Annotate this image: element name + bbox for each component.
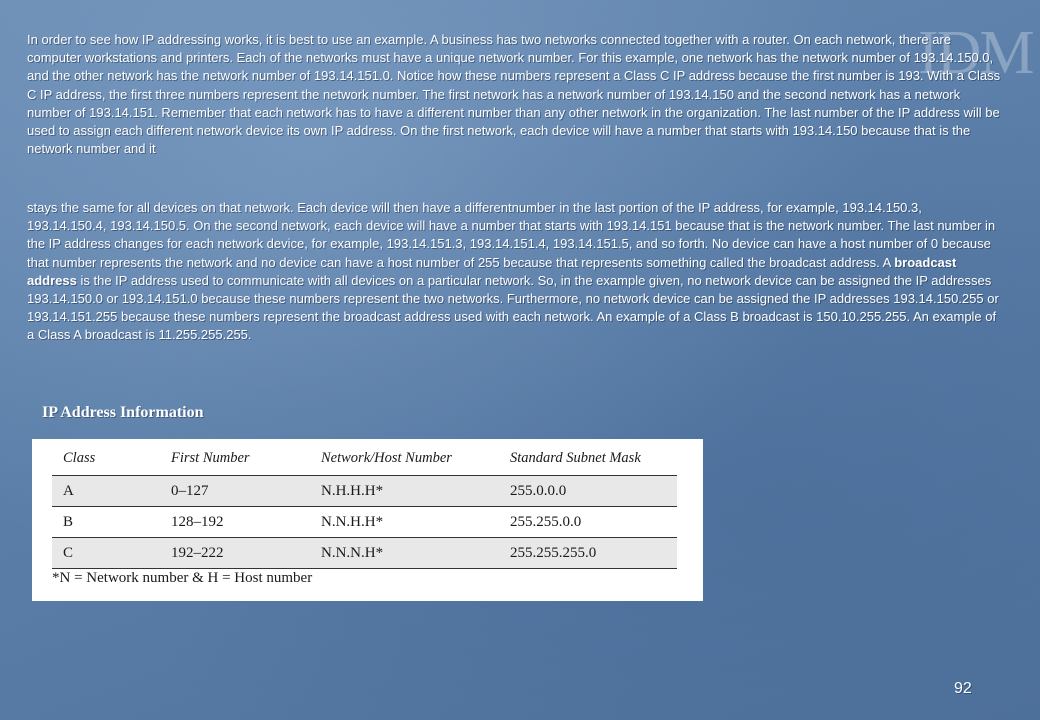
section-title: IP Address Information bbox=[42, 404, 204, 421]
paragraph-text-part: stays the same for all devices on that network. Each device will then have a differentnumber in the last portion of the IP address, for example, 193.14.150.3, 193.14.150.4, 193.14.150.5. On the second network, each device will have a number that starts with 193.14.151 because that is the network number. The last number in the IP address changes for each network device, for example, 193.14.151.3, 193.14.151.4, 193.14.151.5, and so forth. No device can have a host number of 0 because that number represents the network and no device can have a host number of 255 because that represents something called the broadcast address. A bbox=[27, 200, 996, 270]
broadcast-paragraph bbox=[27, 199, 1002, 345]
header-first-number: First Number bbox=[160, 441, 310, 476]
cell-class: A bbox=[52, 476, 160, 507]
cell-subnet-mask: 255.0.0.0 bbox=[499, 476, 677, 507]
cell-class: C bbox=[52, 538, 160, 569]
cell-network-host: N.H.H.H* bbox=[310, 476, 499, 507]
table-header-row bbox=[52, 441, 677, 476]
table-footnote: *N = Network number & H = Host number bbox=[52, 570, 313, 586]
cell-network-host: N.N.N.H* bbox=[310, 538, 499, 569]
cell-subnet-mask: 255.255.0.0 bbox=[499, 507, 677, 538]
idm-logo-watermark: IDM bbox=[918, 19, 1033, 87]
header-subnet-mask: Standard Subnet Mask bbox=[499, 441, 677, 476]
paragraph-text-part: is the IP address used to communicate with all devices on a particular network. So, in the example given, no network device can be assigned the IP addresses 193.14.150.0 or 193.14.151.0 because these numbers represent the two networks. Furthermore, no network device can be assigned the IP addresses 193.14.150.255 or 193.14.151.255 because these numbers represent the broadcast address used with each network. An example of a Class B broadcast is 150.10.255.255. An example of a Class A broadcast is 11.255.255.255. bbox=[27, 272, 999, 343]
cell-network-host: N.N.H.H* bbox=[310, 507, 499, 538]
cell-first-number: 128–192 bbox=[160, 507, 310, 538]
table-row bbox=[52, 476, 677, 507]
cell-first-number: 192–222 bbox=[160, 538, 310, 569]
cell-subnet-mask: 255.255.255.0 bbox=[499, 538, 677, 569]
intro-paragraph: In order to see how IP addressing works, it is best to use an example. A business has two networks connected together with a router. On each network, there are computer workstations and printers. Each of the networks must have a unique network number. For this example, one network has the network number of 193.14.150.0, and the other network has the network number of 193.14.151.0. Notice how these numbers represent a Class C IP address because the first number is 193. With a Class C IP address, the first three numbers represent the network number. The first network has a network number of 193.14.150 and the second network has a network number of 193.14.151. Remember that each network has to have a different number than any other network in the organization. The last number of the IP address will be used to assign each different network device its own IP address. On the first network, each device will have a number that starts with 193.14.150 because that is the network number and it bbox=[27, 32, 1001, 157]
table-row bbox=[52, 538, 677, 569]
cell-class: B bbox=[52, 507, 160, 538]
cell-first-number: 0–127 bbox=[160, 476, 310, 507]
broadcast-address-term: broadcast address bbox=[27, 254, 957, 288]
header-network-host: Network/Host Number bbox=[310, 441, 499, 476]
ip-address-table-card bbox=[32, 439, 703, 601]
header-class: Class bbox=[52, 441, 160, 476]
table-row bbox=[52, 507, 677, 538]
page-number: 92 bbox=[954, 680, 972, 697]
ip-address-table bbox=[52, 441, 677, 569]
